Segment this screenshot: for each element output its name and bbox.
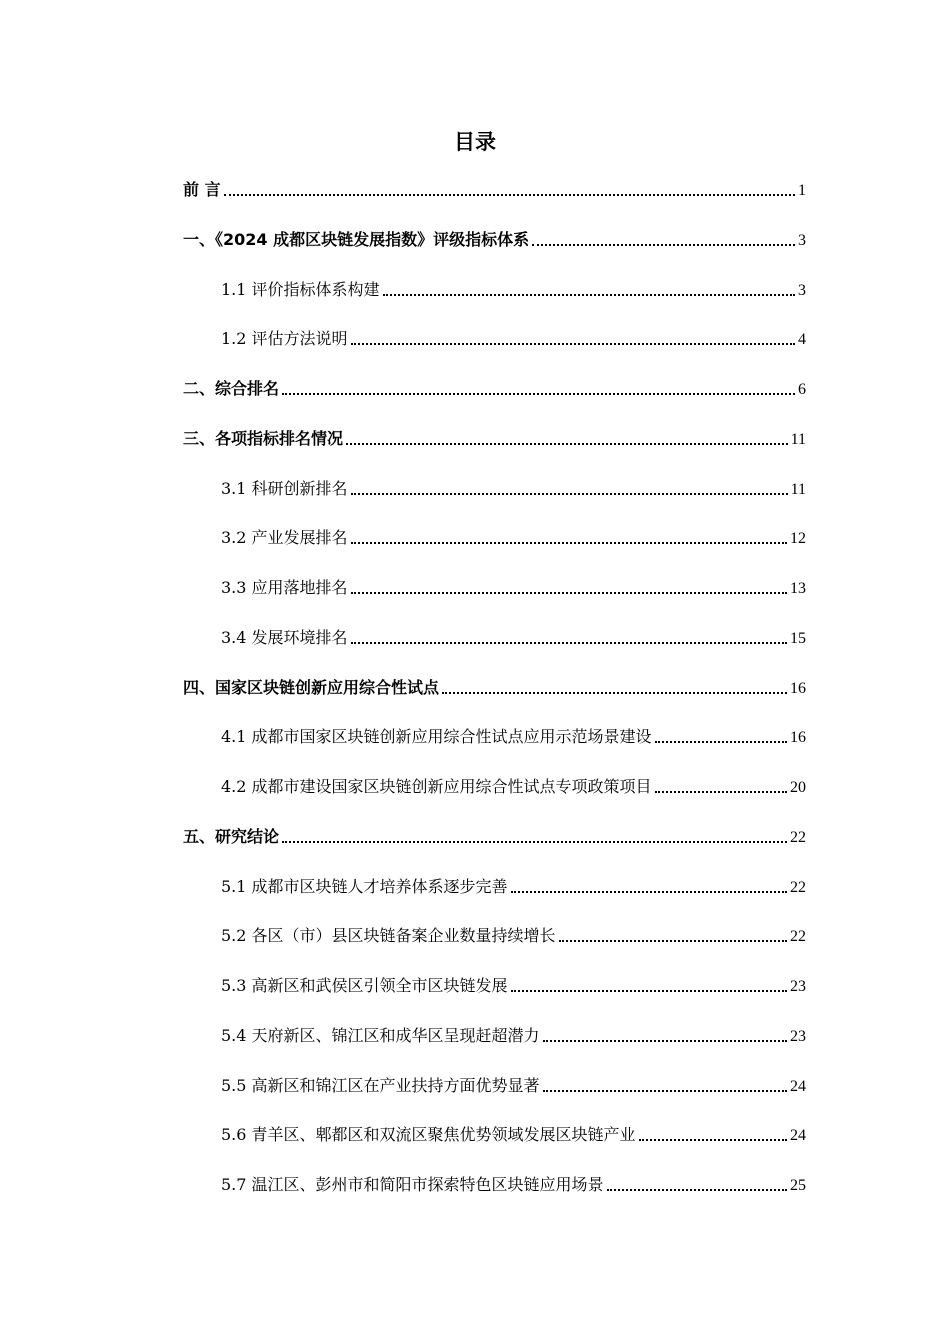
toc-dot-leader [282, 393, 795, 395]
toc-dot-leader [282, 841, 787, 843]
toc-entry-page-number: 12 [790, 530, 806, 548]
toc-dot-leader [543, 1040, 787, 1042]
toc-dot-leader [639, 1139, 787, 1141]
toc-entry-page-number: 13 [790, 580, 806, 597]
toc-entry-label: 三、各项指标排名情况 [183, 428, 344, 448]
toc-entry[interactable] [221, 1074, 806, 1098]
toc-entry-label: 3.2 产业发展排名 [221, 528, 348, 548]
toc-dot-leader [559, 940, 787, 942]
toc-entry-page-number: 1 [798, 182, 806, 199]
toc-title: 目录 [454, 130, 496, 154]
toc-entry-label: 4.2 成都市建设国家区块链创新应用综合性试点专项政策项目 [221, 777, 652, 796]
toc-entry[interactable] [221, 775, 806, 799]
toc-entry-label: 5.5 高新区和锦江区在产业扶持方面优势显著 [221, 1075, 540, 1095]
toc-dot-leader [543, 1090, 787, 1092]
toc-entry[interactable] [221, 1173, 806, 1197]
toc-entry[interactable] [183, 427, 806, 451]
toc-dot-leader [607, 1189, 787, 1191]
toc-entry[interactable] [221, 1024, 806, 1048]
toc-dot-leader [351, 592, 787, 594]
toc-entry-label: 5.2 各区（市）县区块链备案企业数量持续增长 [221, 926, 556, 946]
toc-entry[interactable] [183, 825, 806, 849]
toc-entry-page-number: 6 [798, 381, 806, 398]
toc-entry[interactable] [221, 725, 806, 749]
toc-entry[interactable] [221, 576, 806, 600]
toc-entry-label: 3.1 科研创新排名 [221, 478, 348, 498]
toc-entry-page-number: 25 [790, 1177, 806, 1194]
toc-entry-page-number: 3 [798, 281, 806, 299]
toc-entry[interactable] [221, 1123, 806, 1147]
toc-entry[interactable] [221, 477, 806, 501]
toc-dot-leader [532, 244, 795, 246]
toc-dot-leader [346, 443, 788, 445]
toc-entry-label: 1.1 评价指标体系构建 [221, 279, 380, 299]
toc-entry-label: 3.4 发展环境排名 [221, 627, 348, 647]
toc-dot-leader [351, 642, 787, 644]
toc-dot-leader [224, 194, 795, 196]
toc-entry[interactable] [221, 974, 806, 998]
toc-entry-page-number: 24 [790, 1077, 806, 1095]
toc-dot-leader [351, 542, 787, 544]
toc-entry-page-number: 22 [790, 928, 806, 946]
toc-dot-leader [351, 343, 795, 345]
toc-entry-page-number: 11 [790, 430, 806, 448]
toc-entry-page-number: 15 [790, 629, 806, 647]
toc-entry[interactable] [183, 228, 806, 252]
toc-dot-leader [511, 990, 787, 992]
toc-entry-page-number: 3 [798, 231, 806, 249]
toc-dot-leader [442, 692, 787, 694]
toc-entry-page-number: 23 [790, 978, 806, 995]
toc-entry-label: 四、国家区块链创新应用综合性试点 [183, 677, 440, 697]
toc-entry[interactable] [221, 875, 806, 899]
toc-entry-label: 1.2 评估方法说明 [221, 329, 348, 349]
toc-entry-label: 5.1 成都市区块链人才培养体系逐步完善 [221, 876, 508, 896]
toc-entry-label: 5.7 温江区、彭州市和简阳市探索特色区块链应用场景 [221, 1175, 604, 1194]
toc-entry-page-number: 22 [790, 828, 806, 846]
toc-dot-leader [351, 493, 788, 495]
toc-entry-page-number: 22 [790, 878, 806, 896]
toc-entry[interactable] [183, 178, 806, 202]
toc-entry-label: 一、《2024 成都区块链发展指数》评级指标体系 [183, 229, 530, 249]
toc-entry[interactable] [221, 626, 806, 650]
toc-entry-page-number: 16 [790, 679, 806, 697]
toc-entry-label: 5.4 天府新区、锦江区和成华区呈现赶超潜力 [221, 1025, 540, 1045]
toc-dot-leader [655, 791, 787, 793]
toc-entry-page-number: 20 [790, 779, 806, 796]
toc-entry-label: 5.6 青羊区、郫都区和双流区聚焦优势领域发展区块链产业 [221, 1125, 636, 1145]
toc-entry-label: 前 言 [183, 180, 221, 199]
toc-entry[interactable] [221, 526, 806, 550]
toc-entry-page-number: 4 [798, 331, 806, 349]
toc-entry[interactable] [221, 924, 806, 948]
toc-entry[interactable] [221, 327, 806, 351]
toc-entry-label: 3.3 应用落地排名 [221, 578, 348, 597]
toc-entry-label: 五、研究结论 [183, 826, 280, 846]
toc-entry-label: 二、综合排名 [183, 379, 280, 398]
toc-entry-page-number: 23 [790, 1027, 806, 1045]
toc-dot-leader [511, 891, 787, 893]
toc-entry-page-number: 24 [790, 1127, 806, 1145]
toc-entry[interactable] [183, 676, 806, 700]
toc-entry[interactable] [221, 278, 806, 302]
toc-entry[interactable] [183, 377, 806, 401]
toc-entry-label: 5.3 高新区和武侯区引领全市区块链发展 [221, 976, 508, 995]
toc-dot-leader [655, 741, 787, 743]
toc-entry-page-number: 16 [790, 729, 806, 747]
toc-dot-leader [383, 294, 795, 296]
toc-entry-page-number: 11 [790, 480, 806, 498]
toc-entry-label: 4.1 成都市国家区块链创新应用综合性试点应用示范场景建设 [221, 727, 652, 747]
